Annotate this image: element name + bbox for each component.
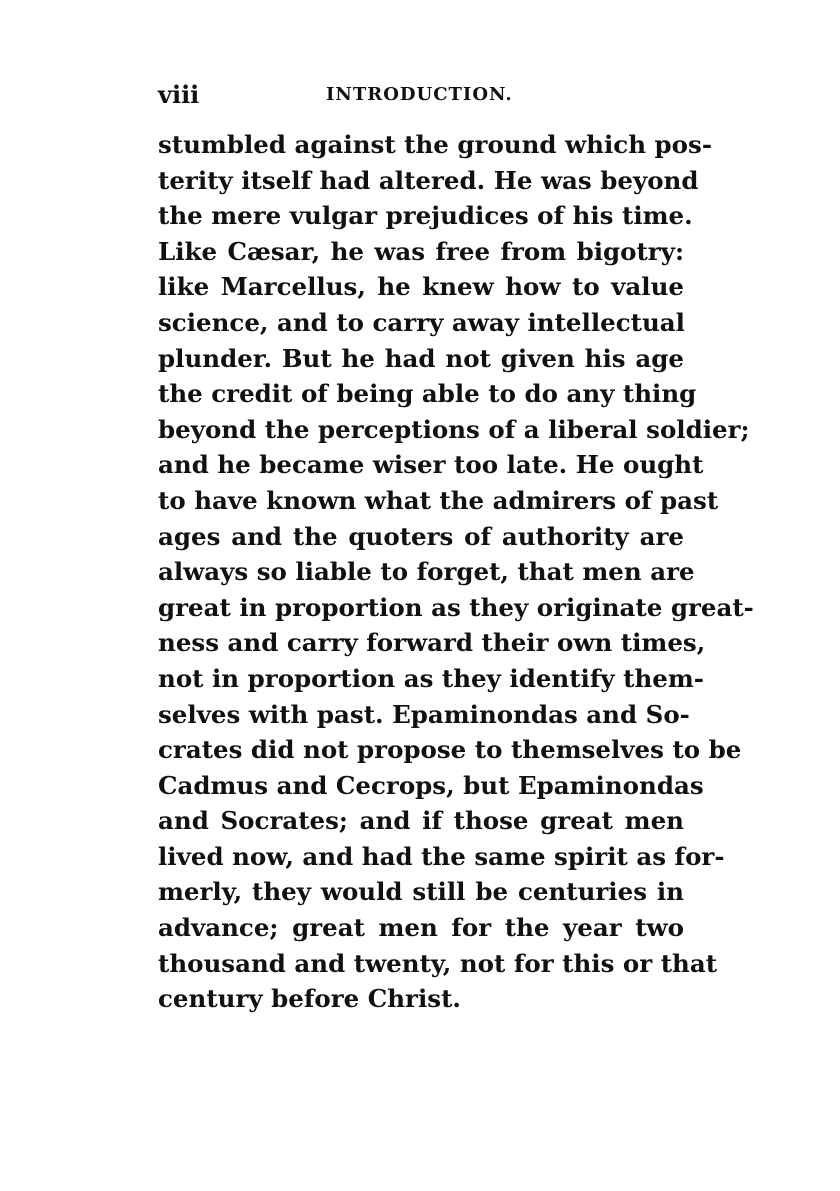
text-line: merly, they would still be centuries in	[158, 877, 684, 907]
text-line: terity itself had altered. He was beyond	[158, 165, 699, 195]
body-text	[158, 127, 754, 1017]
text-line: ages and the quoters of authority are	[158, 521, 684, 551]
text-line: great in proportion as they originate great-	[158, 592, 754, 622]
text-line: beyond the perceptions of a liberal soldier;	[158, 414, 750, 444]
text-line: science, and to carry away intellectual	[158, 307, 685, 337]
text-line: always so liable to forget, that men are	[158, 557, 695, 587]
text-line: selves with past. Epaminondas and So-	[158, 699, 690, 729]
text-line: plunder. But he had not given his age	[158, 343, 684, 373]
text-line: and Socrates; and if those great men	[158, 806, 684, 836]
running-head: INTRODUCTION.	[326, 84, 513, 105]
text-line: like Marcellus, he knew how to value	[158, 272, 684, 302]
page-header	[158, 80, 688, 110]
text-line: crates did not propose to themselves to be	[158, 735, 742, 765]
text-line: stumbled against the ground which pos-	[158, 130, 712, 159]
page-number: viii	[158, 80, 200, 109]
text-line: Like Cæsar, he was free from bigotry:	[158, 236, 684, 266]
text-line: thousand and twenty, not for this or that	[158, 948, 718, 978]
text-line: not in proportion as they identify them-	[158, 663, 704, 693]
text-line: and he became wiser too late. He ought	[158, 450, 704, 480]
text-line: century before Christ.	[158, 984, 461, 1014]
text-line: ness and carry forward their own times,	[158, 628, 706, 658]
text-line: to have known what the admirers of past	[158, 485, 719, 515]
text-line: advance; great men for the year two	[158, 913, 684, 943]
text-line: the credit of being able to do any thing	[158, 379, 697, 409]
text-line: Cadmus and Cecrops, but Epaminondas	[158, 770, 704, 800]
text-line: the mere vulgar prejudices of his time.	[158, 201, 693, 231]
text-line: lived now, and had the same spirit as for-	[158, 841, 725, 871]
